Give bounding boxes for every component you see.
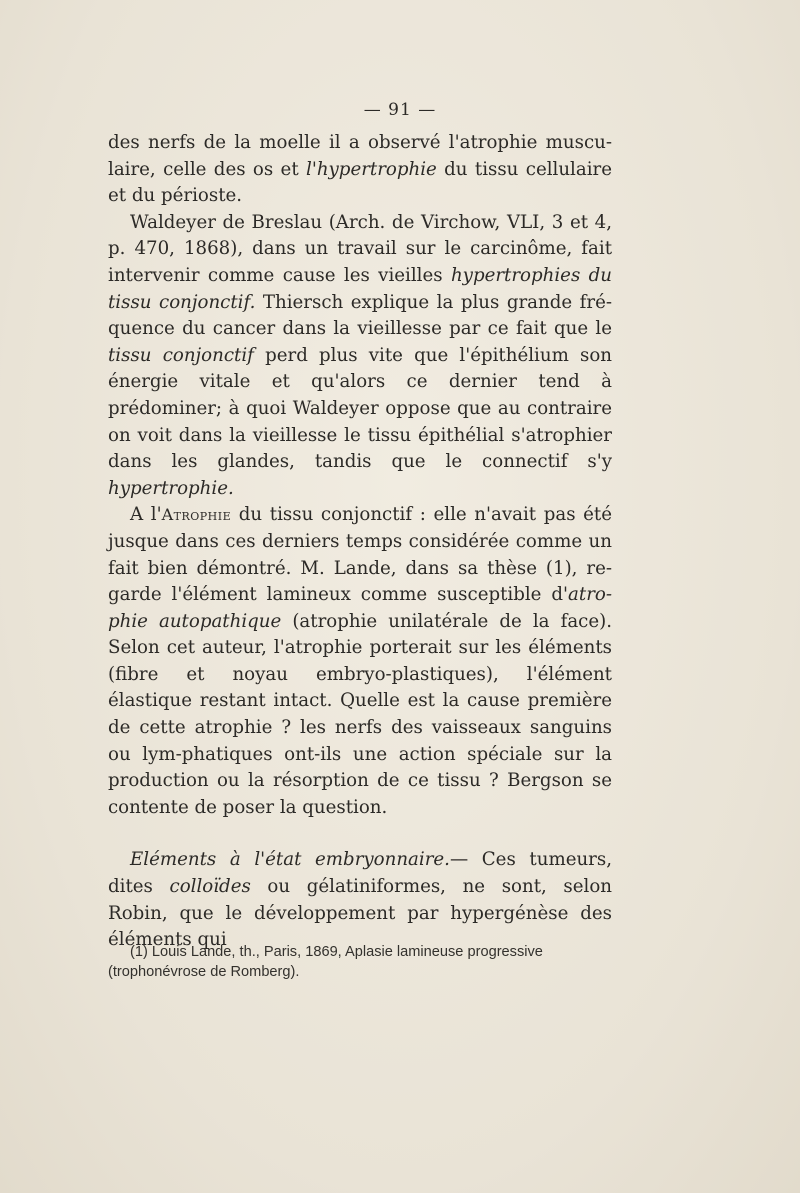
text-run: du tissu cellulaire et du périoste. [108, 158, 612, 207]
text-run: A l' [130, 504, 162, 526]
paragraph-3 [108, 502, 612, 821]
text-run: du tissu conjonctif : elle n'avait pas été jusque dans ces derniers temps considérée comme un fait bien démontré. M. Lande, dans sa thèse (1), re-garde l'élément lamineux comme susceptible d' [108, 504, 612, 606]
text-run: des nerfs de la moelle il a observé l'atrophie muscu-laire, celle des os et [108, 132, 612, 180]
italic-term: atro-phie autopathique [108, 584, 612, 632]
text-run: (atrophie unilatérale de la face). Selon cet auteur, l'atrophie porterait sur les éléments (fibre et noyau embryo-plastiques), l'élément élastique restant intact. Quelle est la cause première de cette atrophie ? les nerfs des vaisseaux sanguins ou lym-phatiques ont-ils une action spéciale sur la production ou la résorption de ce tissu ? Bergson se contente de poser la question. [108, 610, 612, 818]
text-run: Thiersch explique la plus grande fré-quence du cancer dans la vieillesse par ce fait que le [108, 291, 612, 340]
section-heading: Eléments à l'état embryonnaire. [130, 849, 450, 871]
page-number: — 91 — [363, 100, 437, 120]
paragraph-1 [108, 130, 612, 210]
italic-term: hypertrophie. [108, 477, 234, 499]
italic-term: colloïdes [169, 876, 251, 898]
paragraph-2 [108, 210, 612, 503]
italic-term: l'hypertrophie [306, 158, 437, 180]
footnote-line: (trophonévrose de Romberg). [108, 964, 300, 980]
text-run: Waldeyer de Breslau (Arch. de Virchow, VLI, 3 et 4, p. 470, 1868), dans un travail sur le carcinôme, fait intervenir comme cause les vieilles [108, 211, 612, 286]
footnote [108, 942, 616, 982]
text-run: perd plus vite que l'épithélium son énergie vitale et qu'alors ce dernier tend à prédominer; à quoi Waldeyer oppose que au contraire on voit dans la vieillesse le tissu épithélial s'atrophier dans les glandes, tandis que le connectif s'y [108, 344, 613, 473]
italic-term: tissu conjonctif [108, 344, 254, 366]
paragraph-4 [108, 847, 612, 953]
text-run: — Ces tumeurs, dites [108, 849, 612, 898]
footnote-line: (1) Louis Lande, th., Paris, 1869, Aplasie lamineuse progressive [130, 944, 543, 960]
italic-term: hypertrophies du tissu conjonctif. [108, 264, 613, 313]
body-text [108, 130, 612, 954]
paragraph-gap [108, 821, 612, 847]
small-caps-term: Atrophie [161, 505, 232, 525]
text-run: ou gélatiniformes, ne sont, selon Robin, que le développement par hypergénèse des éléments qui [108, 876, 612, 951]
